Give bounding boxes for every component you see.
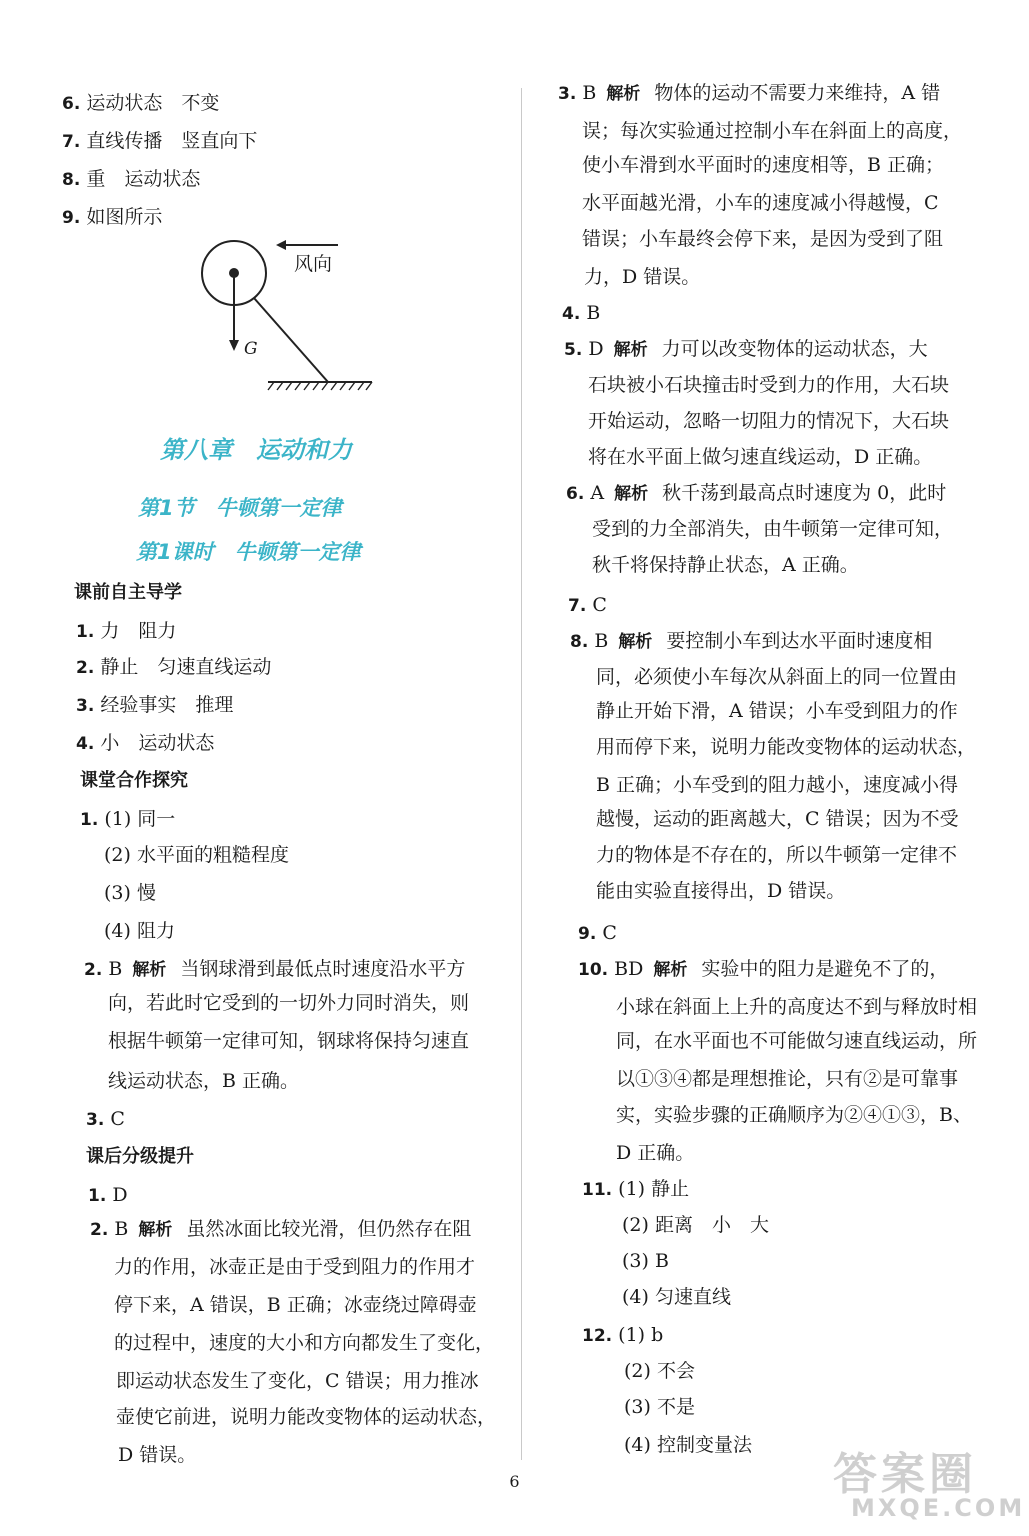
answer-item-10-line: D 正确。	[616, 1142, 695, 1164]
answer-item-8: 8. B 解析 要控制小车到达水平面时速度相	[570, 630, 933, 652]
answer-item-11-part: (2) 距离 小 大	[622, 1214, 769, 1236]
answer-item-6: 6. A 解析 秋千荡到最高点时速度为 0，此时	[566, 482, 947, 504]
answer-item-10-line: 小球在斜面上上升的高度达不到与释放时相	[616, 996, 978, 1018]
answer-item-9: 9. 如图所示	[62, 206, 163, 228]
force-label-g: G	[244, 339, 258, 359]
in-class-q2-line: 根据牛顿第一定律可知，钢球将保持匀速直	[108, 1030, 470, 1052]
in-class-q1-part-2: (2) 水平面的粗糙程度	[104, 844, 289, 866]
in-class-q2-line: 向，若此时它受到的一切外力同时消失，则	[108, 992, 470, 1014]
after-class-q2-line: 力的作用，冰壶正是由于受到阻力的作用才	[114, 1256, 476, 1278]
string-line	[254, 298, 328, 382]
answer-item-11-part: (4) 匀速直线	[622, 1286, 731, 1308]
watermark-logo	[829, 1434, 1026, 1530]
answer-item-5-line: 开始运动，忽略一切阻力的情况下，大石块	[588, 410, 950, 432]
in-class-q1-part-3: (3) 慢	[104, 882, 156, 904]
pendulum-figure	[190, 236, 390, 396]
answer-item-6: 6. 运动状态 不变	[62, 92, 220, 114]
page-number: 6	[509, 1472, 520, 1491]
answer-item-8-line: 用而停下来，说明力能改变物体的运动状态，	[596, 736, 977, 758]
in-class-q3: 3. C	[86, 1108, 125, 1130]
watermark-text: 答案圈	[833, 1449, 977, 1500]
section-heading-in-class: 课堂合作探究	[80, 770, 188, 791]
answer-item-3: 3. B 解析 物体的运动不需要力来维持，A 错	[558, 82, 941, 104]
column-divider	[521, 88, 522, 1460]
answer-item-8: 8. 重 运动状态	[62, 168, 201, 190]
answer-item-5-line: 将在水平面上做匀速直线运动，D 正确。	[588, 446, 933, 468]
gravity-arrowhead	[229, 340, 239, 351]
chapter-title: 第八章 运动和力	[160, 436, 352, 464]
after-class-q2-line: 即运动状态发生了变化，C 错误；用力推冰	[116, 1370, 479, 1392]
lesson-title: 第1课时 牛顿第一定律	[136, 540, 361, 564]
in-class-q2-line: 线运动状态，B 正确。	[108, 1070, 300, 1092]
in-class-q1-part-4: (4) 阻力	[104, 920, 175, 942]
answer-item-8-line: 力的物体是不存在的，所以牛顿第一定律不	[596, 844, 958, 866]
answer-item-11-part: (3) B	[622, 1250, 669, 1272]
answer-item-3-line: 错误；小车最终会停下来，是因为受到了阻	[582, 228, 944, 250]
in-class-q1: 1. (1) 同一	[80, 808, 176, 830]
answer-item-5: 5. D 解析 力可以改变物体的运动状态，大	[564, 338, 928, 360]
answer-item-9: 9. C	[578, 922, 617, 944]
watermark-url: MXQE.COM	[851, 1494, 1026, 1522]
section-heading-pre-class: 课前自主导学	[74, 582, 182, 603]
after-class-q2-line: 停下来，A 错误，B 正确；冰壶绕过障碍壶	[114, 1294, 477, 1316]
in-class-q2: 2. B 解析 当钢球滑到最低点时速度沿水平方	[84, 958, 466, 980]
pre-class-item-3: 3. 经验事实 推理	[76, 694, 234, 716]
answer-item-8-line: 越慢，运动的距离越大，C 错误；因为不受	[596, 808, 959, 830]
answer-item-12-part: (4) 控制变量法	[624, 1434, 752, 1456]
wind-label: 风向	[294, 253, 333, 275]
section-title: 第1节 牛顿第一定律	[138, 496, 342, 520]
answer-item-11: 11. (1) 静止	[582, 1178, 690, 1200]
answer-item-3-line: 使小车滑到水平面时的速度相等，B 正确；	[582, 154, 945, 176]
answer-item-10: 10. BD 解析 实验中的阻力是避免不了的，	[578, 958, 949, 980]
answer-item-8-line: B 正确；小车受到的阻力越小，速度减小得	[596, 774, 959, 796]
answer-item-12-part: (3) 不是	[624, 1396, 695, 1418]
answer-item-7: 7. C	[568, 594, 607, 616]
answer-item-8-line: 静止开始下滑，A 错误；小车受到阻力的作	[596, 700, 958, 722]
after-class-q2-line: 壶使它前进，说明力能改变物体的运动状态，	[116, 1406, 497, 1428]
answer-item-3-line: 水平面越光滑，小车的速度减小得越慢，C	[582, 192, 939, 214]
after-class-q2: 2. B 解析 虽然冰面比较光滑，但仍然存在阻	[90, 1218, 472, 1240]
answer-item-10-line: 同，在水平面也不可能做匀速直线运动，所	[616, 1030, 978, 1052]
answer-item-8-line: 能由实验直接得出，D 错误。	[596, 880, 846, 902]
answer-item-6-line: 受到的力全部消失，由牛顿第一定律可知，	[592, 518, 954, 540]
answer-item-4: 4. B	[562, 302, 601, 324]
after-class-q1: 1. D	[88, 1184, 128, 1206]
answer-item-3-line: 力，D 错误。	[584, 266, 701, 288]
ground-hatching	[268, 382, 372, 390]
after-class-q2-line: 的过程中，速度的大小和方向都发生了变化，	[114, 1332, 495, 1354]
answer-item-6-line: 秋千将保持静止状态，A 正确。	[592, 554, 859, 576]
answer-item-12: 12. (1) b	[582, 1324, 664, 1346]
answer-item-12-part: (2) 不会	[624, 1360, 695, 1382]
pre-class-item-4: 4. 小 运动状态	[76, 732, 215, 754]
answer-item-8-line: 同，必须使小车每次从斜面上的同一位置由	[596, 666, 958, 688]
section-heading-after-class: 课后分级提升	[86, 1146, 194, 1167]
wind-arrowhead	[276, 240, 286, 250]
after-class-q2-line: D 错误。	[118, 1444, 197, 1466]
answer-item-3-line: 误；每次实验通过控制小车在斜面上的高度，	[582, 120, 963, 142]
pre-class-item-1: 1. 力 阻力	[76, 620, 177, 642]
answer-item-10-line: 以①③④都是理想推论，只有②是可靠事	[616, 1068, 959, 1090]
answer-item-5-line: 石块被小石块撞击时受到力的作用，大石块	[588, 374, 950, 396]
answer-item-7: 7. 直线传播 竖直向下	[62, 130, 258, 152]
answer-item-10-line: 实，实验步骤的正确顺序为②④①③，B、	[616, 1104, 972, 1126]
pre-class-item-2: 2. 静止 匀速直线运动	[76, 656, 272, 678]
